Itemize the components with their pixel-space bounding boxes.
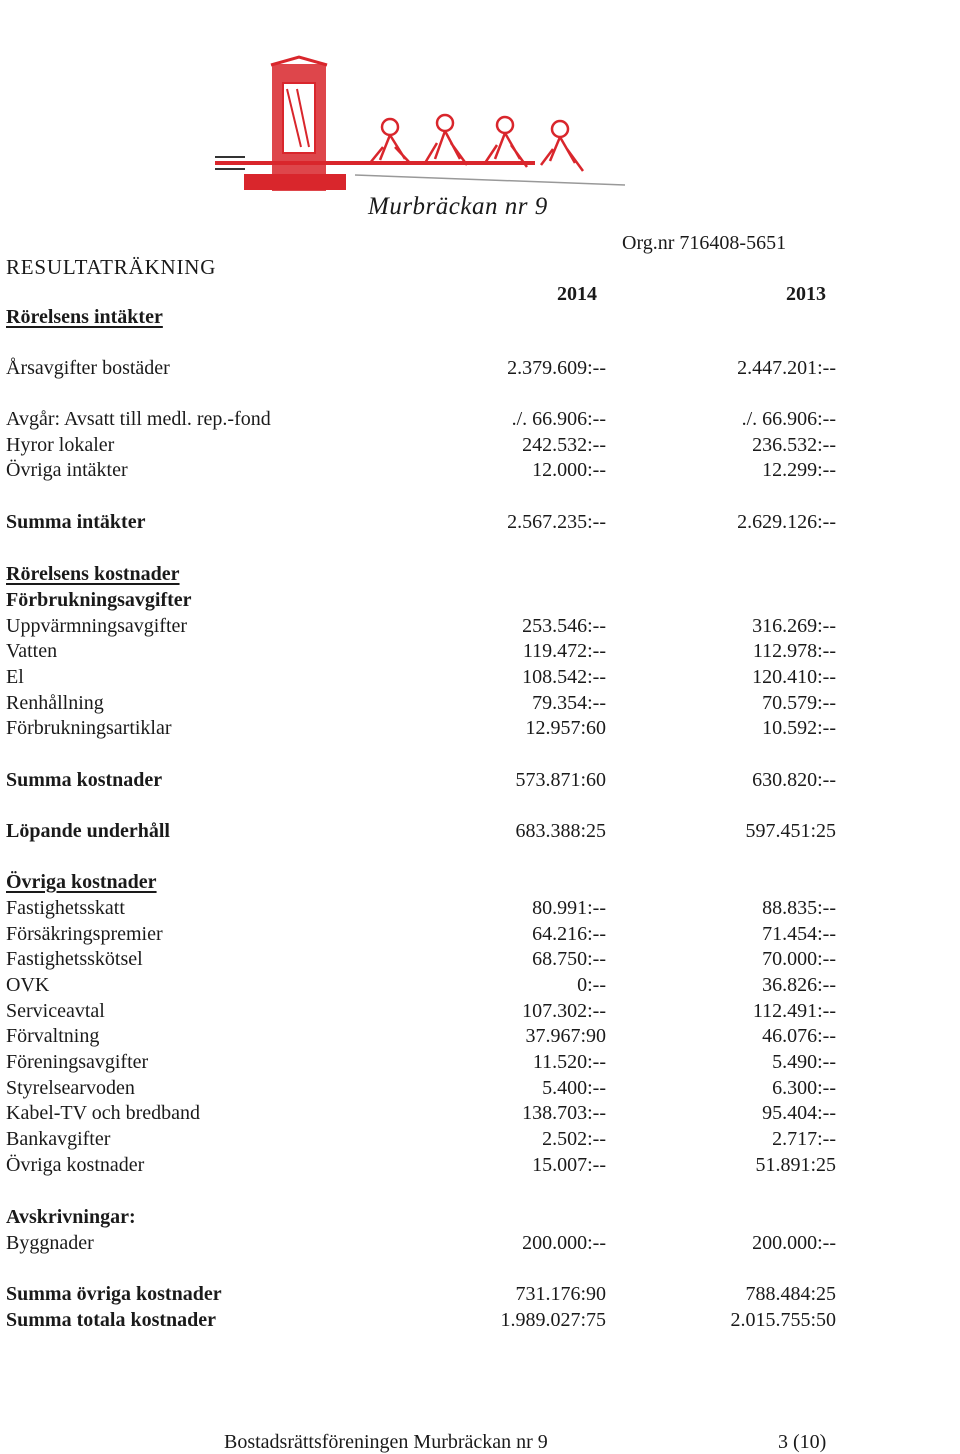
- value-2013: 316.269:--: [752, 615, 836, 637]
- value-2014: 2.502:--: [542, 1128, 606, 1150]
- value-2013: 36.826:--: [762, 974, 836, 996]
- value-2014: 5.400:--: [542, 1077, 606, 1099]
- value-2013: 46.076:--: [762, 1025, 836, 1047]
- value-2014: 12.957:60: [525, 717, 606, 739]
- row-label: Bankavgifter: [6, 1128, 111, 1150]
- value-2014: 1.989.027:75: [500, 1309, 606, 1331]
- value-2013: 630.820:--: [752, 769, 836, 791]
- row-label: Renhållning: [6, 692, 104, 714]
- value-2014: 2.567.235:--: [507, 511, 606, 533]
- summary-row: [6, 511, 946, 536]
- row-label: Fastighetsskatt: [6, 897, 125, 919]
- row-label: Fastighetsskötsel: [6, 948, 143, 970]
- table-row: [6, 1232, 946, 1257]
- row-label: Föreningsavgifter: [6, 1051, 149, 1073]
- table-row: [6, 1128, 946, 1153]
- value-2014: 573.871:60: [515, 769, 606, 791]
- section-heading: [6, 563, 946, 588]
- value-2014: 80.991:--: [532, 897, 606, 919]
- value-2013: 71.454:--: [762, 923, 836, 945]
- row-label: Byggnader: [6, 1232, 94, 1254]
- value-2014: 242.532:--: [522, 434, 606, 456]
- value-2014: 107.302:--: [522, 1000, 606, 1022]
- table-row: [6, 1051, 946, 1076]
- row-label: Löpande underhåll: [6, 820, 170, 842]
- summary-row: [6, 769, 946, 794]
- value-2014: ./. 66.906:--: [511, 408, 606, 430]
- value-2013: 112.978:--: [752, 640, 836, 662]
- table-row: [6, 408, 946, 433]
- value-2014: 79.354:--: [532, 692, 606, 714]
- summary-row: [6, 1283, 946, 1308]
- table-row: [6, 357, 946, 382]
- value-2013: 112.491:--: [752, 1000, 836, 1022]
- value-2014: 138.703:--: [522, 1102, 606, 1124]
- table-row: [6, 1025, 946, 1050]
- table-row: [6, 666, 946, 691]
- row-label: Serviceavtal: [6, 1000, 105, 1022]
- row-label: Summa totala kostnader: [6, 1309, 217, 1331]
- table-row: [6, 923, 946, 948]
- value-2014: 119.472:--: [522, 640, 606, 662]
- section-heading: [6, 871, 946, 896]
- row-label: Övriga kostnader: [6, 1154, 145, 1176]
- value-2013: 2.015.755:50: [730, 1309, 836, 1331]
- footer-association: Bostadsrättsföreningen Murbräckan nr 9: [224, 1431, 548, 1453]
- value-2013: 51.891:25: [755, 1154, 836, 1176]
- value-2014: 11.520:--: [532, 1051, 606, 1073]
- row-label: Uppvärmningsavgifter: [6, 615, 188, 637]
- row-label: Styrelsearvoden: [6, 1077, 135, 1099]
- income-heading: Rörelsens intäkter: [6, 306, 163, 328]
- value-2013: 200.000:--: [752, 1232, 836, 1254]
- depreciation-heading: Avskrivningar:: [6, 1206, 136, 1228]
- value-2014: 12.000:--: [532, 459, 606, 481]
- costs-heading: Rörelsens kostnader: [6, 563, 180, 585]
- table-row: [6, 717, 946, 742]
- section-subheading: [6, 589, 946, 614]
- table-row: [6, 459, 946, 484]
- other-costs-heading: Övriga kostnader: [6, 871, 157, 893]
- value-2013: 95.404:--: [762, 1102, 836, 1124]
- value-2013: 597.451:25: [745, 820, 836, 842]
- year-previous-header: 2013: [786, 283, 826, 305]
- value-2013: 70.000:--: [762, 948, 836, 970]
- value-2013: 788.484:25: [745, 1283, 836, 1305]
- table-row: [6, 897, 946, 922]
- table-row: [6, 640, 946, 665]
- document-title: RESULTATRÄKNING: [6, 255, 217, 279]
- table-row: [6, 1000, 946, 1025]
- value-2014: 2.379.609:--: [507, 357, 606, 379]
- value-2013: ./. 66.906:--: [741, 408, 836, 430]
- table-row: [6, 1154, 946, 1179]
- row-label: Försäkringspremier: [6, 923, 163, 945]
- value-2013: 2.629.126:--: [737, 511, 836, 533]
- battering-ram-logo: [205, 55, 635, 195]
- table-row: [6, 948, 946, 973]
- row-label: Övriga intäkter: [6, 459, 128, 481]
- row-label: Summa övriga kostnader: [6, 1283, 222, 1305]
- value-2013: 12.299:--: [762, 459, 836, 481]
- value-2013: 2.447.201:--: [737, 357, 836, 379]
- section-subheading: [6, 1206, 946, 1231]
- value-2013: 70.579:--: [762, 692, 836, 714]
- value-2013: 5.490:--: [772, 1051, 836, 1073]
- value-2014: 683.388:25: [515, 820, 606, 842]
- section-heading: [6, 306, 946, 331]
- value-2014: 68.750:--: [532, 948, 606, 970]
- value-2014: 64.216:--: [532, 923, 606, 945]
- value-2014: 0:--: [577, 974, 606, 996]
- row-label: El: [6, 666, 24, 688]
- summary-row: [6, 820, 946, 845]
- page-number: 3 (10): [778, 1431, 827, 1453]
- year-current-header: 2014: [557, 283, 597, 305]
- value-2013: 2.717:--: [772, 1128, 836, 1150]
- org-number: Org.nr 716408-5651: [622, 232, 787, 254]
- table-row: [6, 692, 946, 717]
- row-label: Förvaltning: [6, 1025, 100, 1047]
- value-2014: 108.542:--: [522, 666, 606, 688]
- value-2014: 731.176:90: [515, 1283, 606, 1305]
- row-label: Summa kostnader: [6, 769, 163, 791]
- value-2013: 88.835:--: [762, 897, 836, 919]
- table-row: [6, 434, 946, 459]
- value-2014: 37.967:90: [525, 1025, 606, 1047]
- row-label: Hyror lokaler: [6, 434, 115, 456]
- value-2013: 6.300:--: [772, 1077, 836, 1099]
- row-label: Summa intäkter: [6, 511, 146, 533]
- value-2014: 253.546:--: [522, 615, 606, 637]
- value-2013: 236.532:--: [752, 434, 836, 456]
- row-label: Förbrukningsartiklar: [6, 717, 172, 739]
- value-2014: 15.007:--: [532, 1154, 606, 1176]
- value-2014: 200.000:--: [522, 1232, 606, 1254]
- value-2013: 10.592:--: [762, 717, 836, 739]
- row-label: Årsavgifter bostäder: [6, 357, 170, 379]
- table-row: [6, 974, 946, 999]
- association-name: Murbräckan nr 9: [368, 193, 548, 220]
- table-row: [6, 615, 946, 640]
- row-label: OVK: [6, 974, 50, 996]
- row-label: Vatten: [6, 640, 58, 662]
- value-2013: 120.410:--: [752, 666, 836, 688]
- row-label: Avgår: Avsatt till medl. rep.-fond: [6, 408, 271, 430]
- consumption-heading: Förbrukningsavgifter: [6, 589, 192, 611]
- table-row: [6, 1102, 946, 1127]
- row-label: Kabel-TV och bredband: [6, 1102, 201, 1124]
- summary-row: [6, 1309, 946, 1334]
- table-row: [6, 1077, 946, 1102]
